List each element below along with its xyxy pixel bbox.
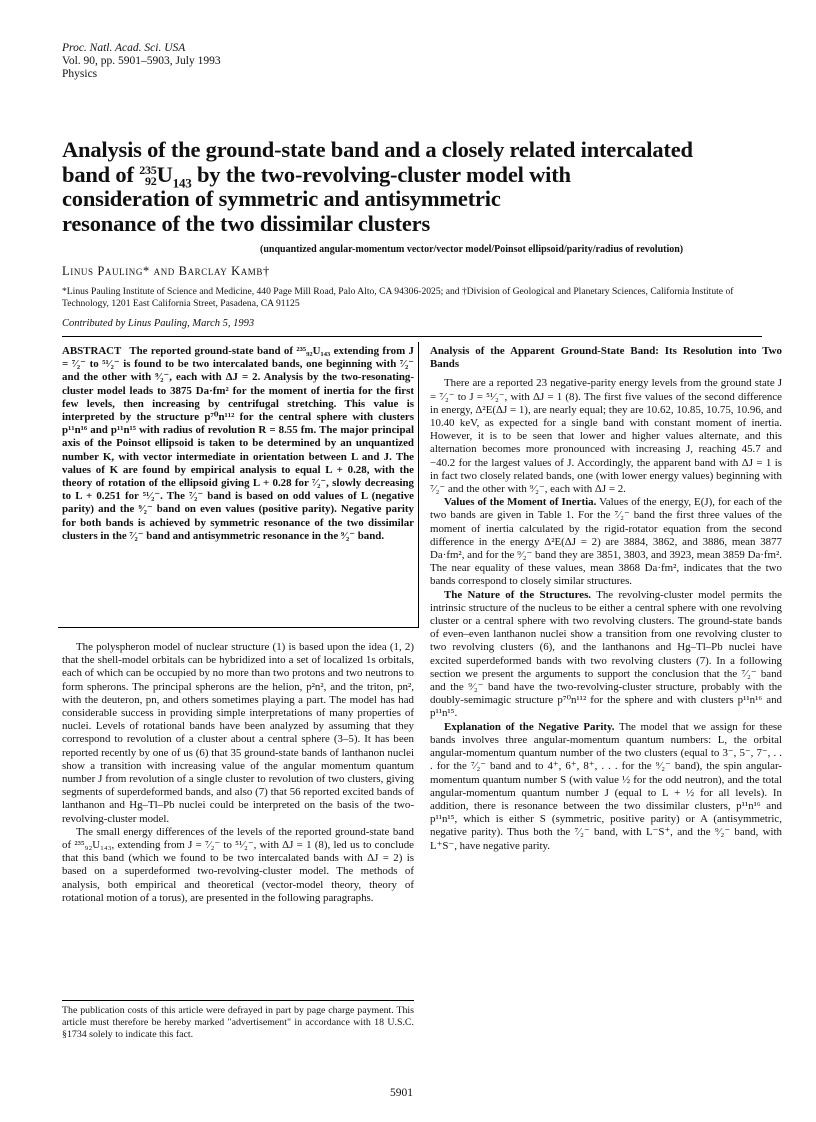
author-1: Linus Pauling* [62,264,150,278]
journal-section: Physics [62,68,98,80]
journal-volume: Vol. 90, pp. 5901–5903, July 1993 [62,55,221,67]
neutron-number: 143 [172,175,192,190]
paragraph: The polyspheron model of nuclear structure (1) is based upon the idea (1, 2) that the shell-model orbitals can be hybridized into a set of localized 1s orbitals, each of which can be occupied by no more than two protons and two neutrons to form spherons. The principal spherons are the helion, p²n², and the triton, pn², with the deuteron, pn, and others sometimes playing a part. The model has had considerable success in providing simple interpretations of many properties of nuclei. Levels of rotational bands have been analyzed by assuming that they correspond to revolution of a cluster about a central sphere (3–5). It has been reported recently by one of us (6) that 35 ground-state bands of lanthanon nuclei show a transition with increasing value of the angular momentum quantum number J from revolution of a single cluster to revolution of two clusters, giving segments of superdeformed bands, and also (7) that 56 reported excited bands of lanthanon and Hg–Tl–Pb nuclei could be interpreted on the basis of the two-revolving-cluster model. [62,641,414,825]
title-line-2-post: by the two-revolving-cluster model with [191,161,571,187]
run-in-heading: Values of the Moment of Inertia. [444,496,597,509]
paragraph: There are a reported 23 negative-parity energy levels from the ground state J = ⁷⁄₂⁻ to J = ⁵¹⁄₂⁻, with ΔJ = 1 (8). The first five values of the second difference in energy, Δ²E(ΔJ = 1), are nearly equal; they are 10.62, 10.85, 10.75, 10.96, and 10.40 keV, as expected for a single band with constant moment of inertia. However, it is to be seen that lower and higher values alternate, and this alternation becomes more pronounced with increasing J, reaching 45.7 and −40.2 for the largest values of J. Accordingly, the apparent band with ΔJ = 1 is in fact two closely related bands, one (with lower energy values) beginning with ⁷⁄₂⁻ and the other with ⁹⁄₂⁻, each with ΔJ = 2. [430,377,782,496]
journal-name: Proc. Natl. Acad. Sci. USA [62,42,186,54]
paragraph: The small energy differences of the levels of the reported ground-state band of ²³⁵₉₂U₁₄₃, extending from J = ⁷⁄₂⁻ to ⁵¹⁄₂⁻, with ΔJ = 1 (8), led us to conclude that this band (which we found to be two intercalated bands with ΔJ = 2) is based on a superdeformed two-revolving-cluster model. The methods of analysis, both empirical and theoretical (vector-model theory, theory of rotational motion of a torus), are presented in the following paragraphs. [62,825,414,904]
affiliation: *Linus Pauling Institute of Science and Medicine, 440 Page Mill Road, Palo Alto, CA 94306-2025; and †Division of Geological and Planetary Sciences, California Institute of Technology, 1201 East California Street, Pasadena, CA 91125 [62,286,734,309]
right-column-body [430,345,782,853]
contributed-by: Contributed by Linus Pauling, March 5, 1993 [62,318,255,329]
title-line-3: consideration of symmetric and antisymmetric [62,186,501,212]
article-title [62,138,782,236]
author-2: Barclay Kamb† [178,264,270,278]
paragraph-text: Values of the energy, E(J), for each of the two bands are given in Table 1. For the ⁷⁄₂⁻ band the first three values of the moment of inertia calculated by the rigid-rotator equation from the second difference in the energy Δ²E(ΔJ = 2) are 3884, 3862, and 3886, mean 3877 Da·fm², and for the ⁹⁄₂⁻ band they are 3851, 3803, and 3923, mean 3859 Da·fm². The near equality of these values, mean 3868 Da·fm², indicates that the two bands correspond to closely similar structures. [430,496,783,588]
mass-number: 235 [139,163,157,178]
journal-header [62,42,221,81]
paragraph-text: The revolving-cluster model permits the intrinsic structure of the nucleus to be either a central sphere with one revolving cluster or a central sphere with two revolving clusters. The ground-state bands of even–even lanthanon nuclei show a transition from one revolving cluster to two revolving clusters (6), and the lanthanons and Hg–Tl–Pb nuclei have excited superdeformed bands with two revolving clusters (7). In a following section we present the arguments to support the conclusion that the ⁷⁄₂⁻ band and the ⁹⁄₂⁻ band have the two-revolving-cluster structure, probably with the doubly-semimagic structure p⁷⁰n¹¹² for the sphere and with clusters p¹¹n¹⁶ and p¹¹n¹⁵. [430,588,783,720]
title-line-2 [62,163,782,188]
paragraph [430,721,782,853]
title-line-2-pre: band of [62,161,140,187]
abstract [62,345,414,543]
abstract-label: ABSTRACT [62,345,122,357]
nuclide-indices [139,165,156,187]
title-line-4: resonance of the two dissimilar clusters [62,210,431,236]
page-number: 5901 [390,1087,413,1099]
left-column-body [62,641,414,905]
title-line-1: Analysis of the ground-state band and a closely related intercalated [62,137,693,162]
paragraph [430,496,782,588]
header-rule [62,336,762,337]
keywords: (unquantized angular-momentum vector/vector model/Poinsot ellipsoid/parity/radius of revolution) [260,244,684,255]
atomic-number: 92 [144,174,157,189]
paragraph-text: The model that we assign for these bands involves three angular-momentum quantum numbers: L, the orbital angular-momentum quantum number of the two clusters (equal to 3⁻, 5⁻, 7⁻, . . . for the ⁷⁄₂⁻ band and to 4⁺, 6⁺, 8⁺, . . . for the ⁹⁄₂⁻ band), the spin angular-momentum quantum number S (with value ½ for the odd neutron), and the total angular-momentum quantum number J (equal to L + ½ for all levels). In addition, there is resonance between the two dissimilar clusters, p¹¹n¹⁶ and p¹¹n¹⁵, which is either S (symmetric, positive parity) or A (antisymmetric, negative parity). Thus both the ⁷⁄₂⁻ band, with L⁻S⁺, and the ⁹⁄₂⁻ band, with L⁺S⁻, have negative parity. [430,720,783,852]
run-in-heading: Explanation of the Negative Parity. [444,720,615,733]
run-in-heading: The Nature of the Structures. [444,588,592,601]
section-heading: Analysis of the Apparent Ground-State Band: Its Resolution into Two Bands [430,345,782,371]
abstract-text: The reported ground-state band of ²³⁵₉₂U₁₄₃ extending from J = ⁷⁄₂⁻ to ⁵¹⁄₂⁻ is found to be two intercalated bands, one beginning with ⁷⁄₂⁻ and the other with ⁹⁄₂⁻, each with ΔJ = 2. Analysis by the two-resonating-cluster model leads to 3875 Da·fm² for the moment of inertia for the first few levels, then increasing by centrifugal stretching. This value is interpreted by the structure p⁷⁰n¹¹² for the central sphere with clusters p¹¹n¹⁶ and p¹¹n¹⁵ with radius of revolution R = 8.55 fm. The major principal axis of the Poinsot ellipsoid is taken to be determined by an unquantized number K, with vector intermediate in orientation between L and J. The values of K are found by empirical analysis to equal L + 0.28, with the theory of rotation of the ellipsoid giving L + 0.28 for ⁷⁄₂⁻, slowly decreasing to L + 0.251 for ⁵¹⁄₂⁻. The ⁷⁄₂⁻ band is based on odd values of L (negative parity) and the ⁹⁄₂⁻ band on even values (positive parity). Negative parity for both bands is achieved by symmetric resonance of the two dissimilar clusters in the ⁷⁄₂⁻ band and antisymmetric resonance in the ⁹⁄₂⁻ band. [62,345,414,542]
footnote-rule [62,1000,414,1001]
element-symbol: U [156,161,173,187]
paragraph [430,589,782,721]
footnote: The publication costs of this article were defrayed in part by page charge payment. This article must therefore be hereby marked "advertisement" in accordance with 18 U.S.C. §1734 solely to indicate this fact. [62,1005,414,1040]
author-conjunction: and [153,264,175,278]
authors [62,264,270,279]
